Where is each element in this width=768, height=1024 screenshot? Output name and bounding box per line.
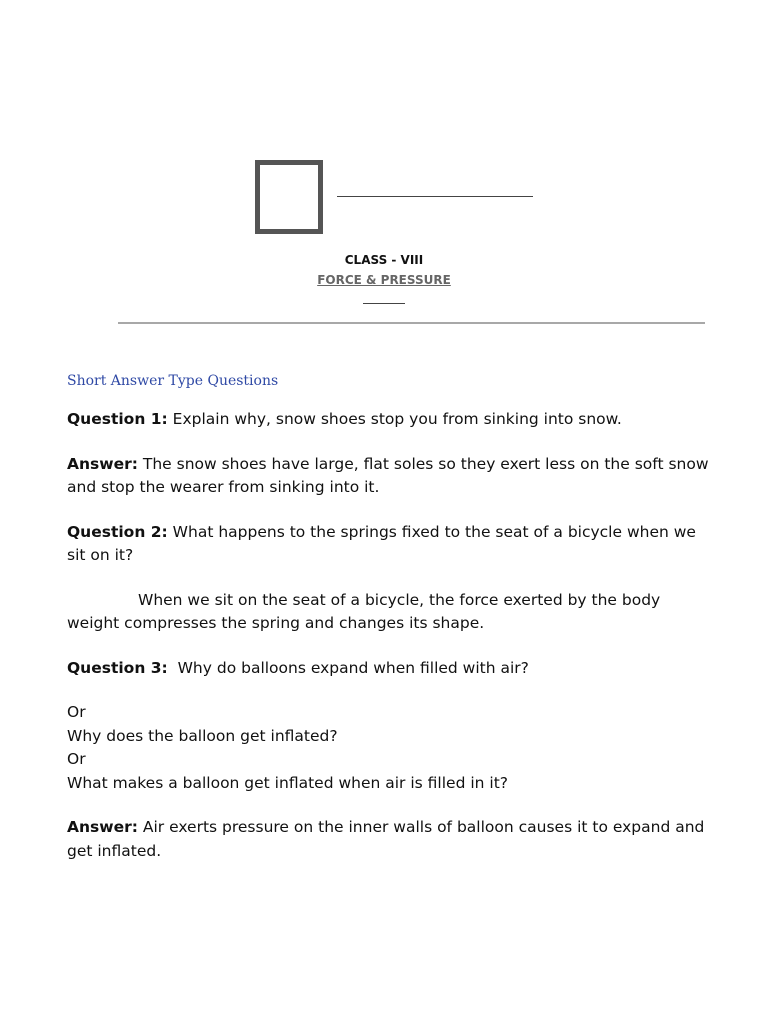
section-heading: Short Answer Type Questions [67,373,279,389]
question-2-label: Question 2: [67,522,168,541]
question-3-label: Question 3: [67,658,168,677]
answer-2 [67,589,709,636]
logo-placeholder-box [255,160,323,234]
alternate-line: What makes a balloon get inflated when air is filled in it? [67,773,509,792]
subject-underline-rule [363,303,405,304]
subject-title: FORCE & PRESSURE [317,273,451,287]
alternate-line: Why does the balloon get inflated? [67,726,338,745]
question-3-text: Why do balloons expand when filled with air? [167,658,529,677]
class-label: CLASS - VIII [344,253,424,267]
question-1-text: Explain why, snow shoes stop you from sinking into snow. [167,410,622,428]
question-1-label: Question 1: [67,410,168,428]
alternate-line: Or [67,750,86,768]
question-2 [67,521,709,568]
answer-1 [67,453,709,500]
answer-3 [67,816,709,863]
question-3 [67,657,709,681]
answer-3-text: Air exerts pressure on the inner walls of balloon causes it to expand and get inflated. [67,818,705,860]
qa-content [67,408,709,863]
title-rule [337,196,533,197]
header-divider [118,322,705,324]
question-2-text: What happens to the springs fixed to the seat of a bicycle when we sit on it? [67,522,696,564]
answer-1-label: Answer: [67,454,138,473]
question-3-alternates [67,701,709,795]
answer-2-text: When we sit on the seat of a bicycle, the force exerted by the body weight compresses the spring and changes its shape. [67,590,661,632]
question-1 [67,408,709,432]
answer-1-text: The snow shoes have large, flat soles so they exert less on the soft snow and stop the wearer from sinking into it. [67,454,709,496]
alternate-line: Or [67,703,86,721]
answer-3-label: Answer: [67,818,138,836]
